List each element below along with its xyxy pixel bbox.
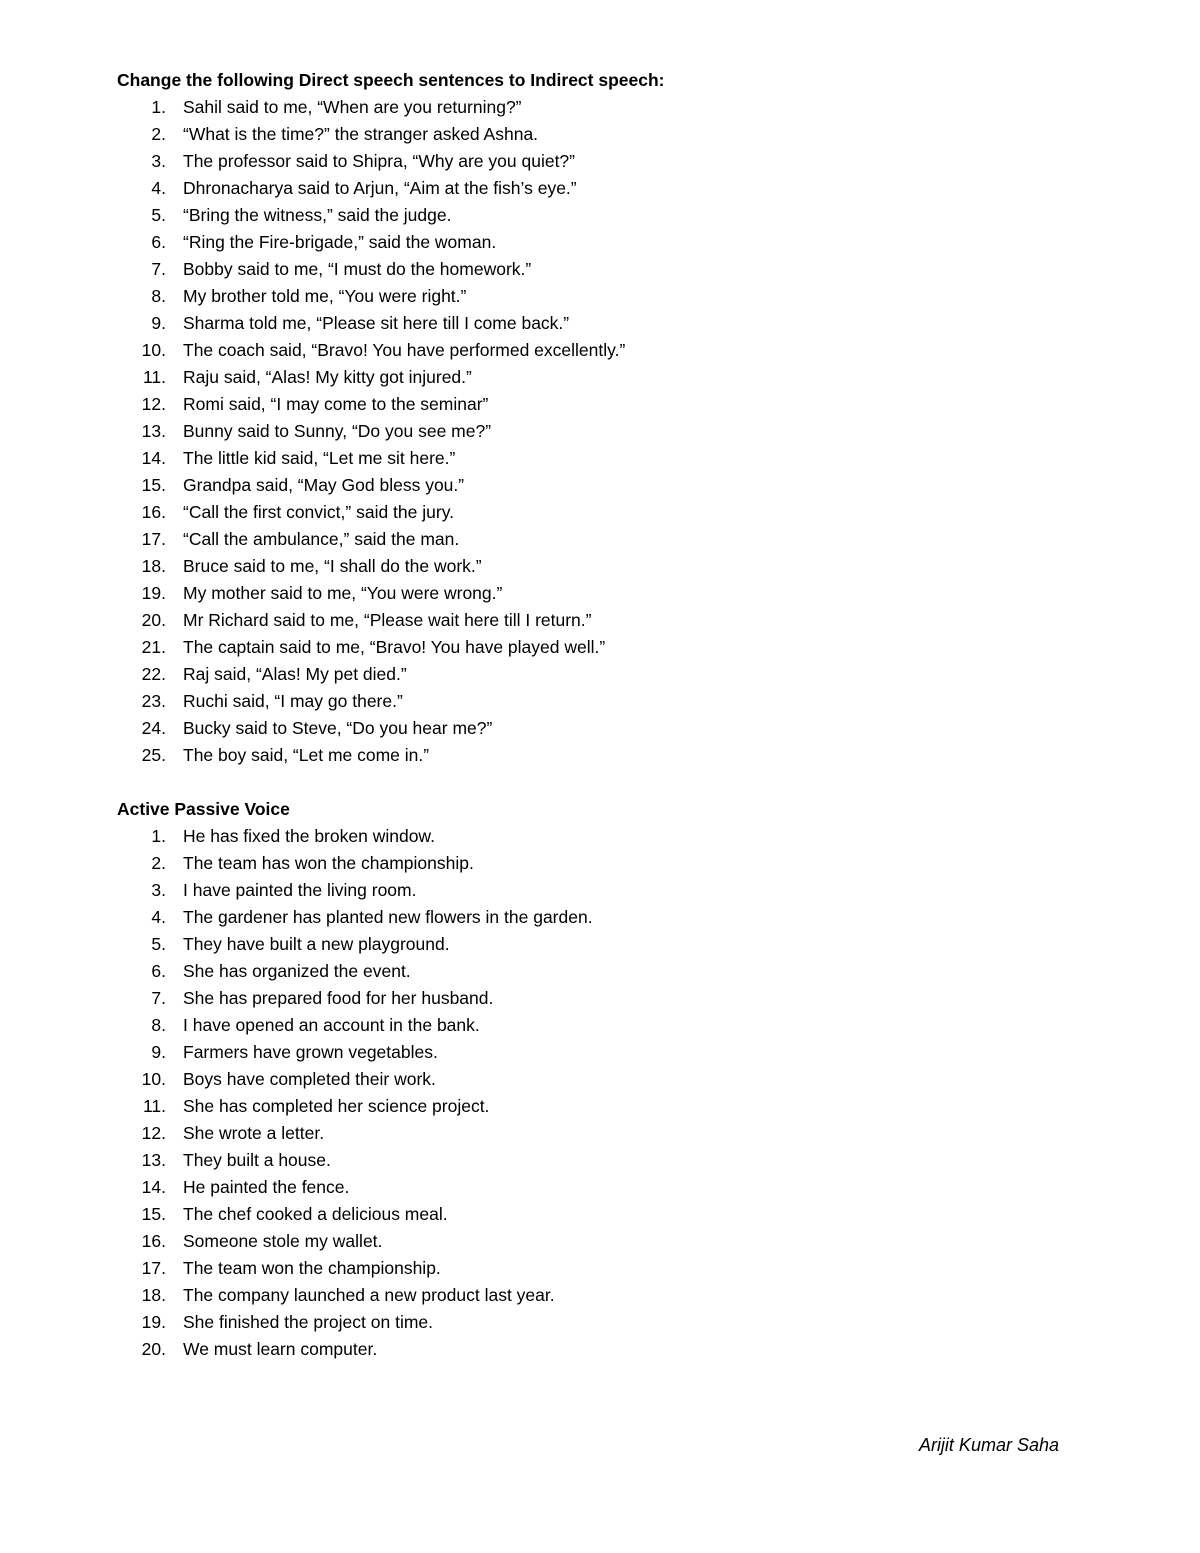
list-item-number: 14. — [141, 448, 166, 468]
list-item — [0, 1336, 1200, 1363]
list-item-number: 6. — [151, 232, 166, 252]
list-item-number: 13. — [141, 421, 166, 441]
list-item — [0, 472, 1200, 499]
list-item-text: The little kid said, “Let me sit here.” — [183, 448, 456, 468]
list-item-text: Grandpa said, “May God bless you.” — [183, 475, 465, 495]
list-item-text: They have built a new playground. — [183, 934, 450, 954]
list-item-text: “What is the time?” the stranger asked Ashna. — [183, 124, 539, 144]
list-item-number: 7. — [151, 259, 166, 279]
list-item-text: She has completed her science project. — [183, 1096, 490, 1116]
list-item — [0, 904, 1200, 931]
list-item-text: Bunny said to Sunny, “Do you see me?” — [183, 421, 492, 441]
list-item-text: The team has won the championship. — [183, 853, 474, 873]
direct-indirect-list — [0, 94, 1200, 769]
list-item-text: The captain said to me, “Bravo! You have played well.” — [183, 637, 606, 657]
list-item — [0, 1228, 1200, 1255]
list-item — [0, 877, 1200, 904]
list-item-text: Bucky said to Steve, “Do you hear me?” — [183, 718, 493, 738]
list-item-text: The gardener has planted new flowers in the garden. — [183, 907, 593, 927]
list-item — [0, 850, 1200, 877]
list-item — [0, 148, 1200, 175]
list-item — [0, 229, 1200, 256]
list-item-number: 16. — [141, 1231, 166, 1251]
list-item-number: 11. — [142, 1096, 166, 1116]
list-item — [0, 1309, 1200, 1336]
list-item-text: Romi said, “I may come to the seminar” — [183, 394, 489, 414]
list-item-number: 9. — [151, 313, 166, 333]
list-item — [0, 931, 1200, 958]
list-item-number: 5. — [151, 934, 166, 954]
list-item-text: He has fixed the broken window. — [183, 826, 435, 846]
list-item-number: 18. — [141, 556, 166, 576]
list-item-text: The company launched a new product last year. — [183, 1285, 555, 1305]
list-item-number: 4. — [151, 907, 166, 927]
direct-indirect-heading: Change the following Direct speech sentences to Indirect speech: — [117, 70, 665, 90]
list-item-number: 8. — [151, 1015, 166, 1035]
list-item — [0, 1093, 1200, 1120]
list-item-number: 19. — [141, 1312, 166, 1332]
list-item — [0, 688, 1200, 715]
list-item — [0, 256, 1200, 283]
list-item-number: 18. — [141, 1285, 166, 1305]
list-item-text: Dhronacharya said to Arjun, “Aim at the fish’s eye.” — [183, 178, 577, 198]
list-item-number: 21. — [141, 637, 166, 657]
list-item — [0, 418, 1200, 445]
list-item-text: The professor said to Shipra, “Why are you quiet?” — [183, 151, 575, 171]
list-item-text: She wrote a letter. — [183, 1123, 325, 1143]
list-item-text: Ruchi said, “I may go there.” — [183, 691, 403, 711]
list-item-text: They built a house. — [183, 1150, 331, 1170]
list-item-text: Raj said, “Alas! My pet died.” — [183, 664, 407, 684]
list-item — [0, 715, 1200, 742]
list-item-text: She has prepared food for her husband. — [183, 988, 494, 1008]
list-item-number: 20. — [141, 610, 166, 630]
list-item-text: We must learn computer. — [183, 1339, 378, 1359]
list-item-number: 2. — [151, 124, 166, 144]
list-item-number: 12. — [141, 394, 166, 414]
list-item-text: I have painted the living room. — [183, 880, 417, 900]
list-item-text: Sharma told me, “Please sit here till I come back.” — [183, 313, 570, 333]
list-item-number: 2. — [151, 853, 166, 873]
list-item — [0, 661, 1200, 688]
list-item — [0, 283, 1200, 310]
list-item — [0, 1120, 1200, 1147]
list-item — [0, 607, 1200, 634]
list-item-number: 8. — [151, 286, 166, 306]
list-item-number: 24. — [141, 718, 166, 738]
list-item-text: The boy said, “Let me come in.” — [183, 745, 430, 765]
list-item-number: 25. — [141, 745, 166, 765]
list-item — [0, 526, 1200, 553]
list-item — [0, 175, 1200, 202]
list-item-text: I have opened an account in the bank. — [183, 1015, 480, 1035]
list-item-number: 7. — [151, 988, 166, 1008]
list-item-number: 17. — [141, 1258, 166, 1278]
list-item — [0, 823, 1200, 850]
list-item — [0, 1147, 1200, 1174]
list-item — [0, 1012, 1200, 1039]
list-item — [0, 985, 1200, 1012]
list-item — [0, 1174, 1200, 1201]
list-item-number: 10. — [141, 340, 166, 360]
list-item-number: 5. — [151, 205, 166, 225]
list-item-text: Boys have completed their work. — [183, 1069, 436, 1089]
list-item — [0, 94, 1200, 121]
list-item — [0, 364, 1200, 391]
list-item-number: 3. — [151, 880, 166, 900]
list-item — [0, 1066, 1200, 1093]
list-item-number: 15. — [141, 475, 166, 495]
list-item-number: 19. — [141, 583, 166, 603]
list-item-text: The team won the championship. — [183, 1258, 441, 1278]
list-item-number: 1. — [151, 97, 166, 117]
list-item — [0, 337, 1200, 364]
list-item — [0, 1282, 1200, 1309]
list-item — [0, 1039, 1200, 1066]
list-item-number: 12. — [141, 1123, 166, 1143]
list-item — [0, 742, 1200, 769]
list-item-number: 9. — [151, 1042, 166, 1062]
list-item — [0, 202, 1200, 229]
list-item-text: Bobby said to me, “I must do the homework.” — [183, 259, 532, 279]
list-item-number: 17. — [141, 529, 166, 549]
list-item-text: “Bring the witness,” said the judge. — [183, 205, 452, 225]
list-item — [0, 1255, 1200, 1282]
list-item-number: 15. — [141, 1204, 166, 1224]
list-item-number: 1. — [151, 826, 166, 846]
list-item — [0, 1201, 1200, 1228]
list-item-number: 16. — [141, 502, 166, 522]
list-item-number: 13. — [141, 1150, 166, 1170]
list-item — [0, 580, 1200, 607]
list-item-text: He painted the fence. — [183, 1177, 350, 1197]
list-item-number: 10. — [141, 1069, 166, 1089]
author-name: Arijit Kumar Saha — [918, 1435, 1059, 1455]
list-item — [0, 310, 1200, 337]
list-item-text: She has organized the event. — [183, 961, 411, 981]
list-item-text: “Call the first convict,” said the jury. — [183, 502, 455, 522]
active-passive-heading: Active Passive Voice — [117, 799, 290, 819]
list-item-text: Someone stole my wallet. — [183, 1231, 383, 1251]
list-item-text: Mr Richard said to me, “Please wait here till I return.” — [183, 610, 592, 630]
list-item — [0, 958, 1200, 985]
list-item-number: 6. — [151, 961, 166, 981]
list-item — [0, 499, 1200, 526]
list-item-number: 11. — [142, 367, 166, 387]
list-item-number: 14. — [141, 1177, 166, 1197]
list-item-text: The coach said, “Bravo! You have performed excellently.” — [183, 340, 626, 360]
list-item-text: Raju said, “Alas! My kitty got injured.” — [183, 367, 472, 387]
list-item-text: Farmers have grown vegetables. — [183, 1042, 438, 1062]
list-item-number: 4. — [151, 178, 166, 198]
list-item — [0, 121, 1200, 148]
list-item-text: “Ring the Fire-brigade,” said the woman. — [183, 232, 497, 252]
list-item — [0, 553, 1200, 580]
list-item-number: 3. — [151, 151, 166, 171]
list-item-text: She finished the project on time. — [183, 1312, 434, 1332]
list-item-text: Sahil said to me, “When are you returning?” — [183, 97, 522, 117]
list-item-text: My mother said to me, “You were wrong.” — [183, 583, 503, 603]
active-passive-list — [0, 823, 1200, 1363]
list-item-text: Bruce said to me, “I shall do the work.” — [183, 556, 482, 576]
list-item-number: 23. — [141, 691, 166, 711]
list-item — [0, 391, 1200, 418]
list-item-number: 20. — [141, 1339, 166, 1359]
list-item-text: My brother told me, “You were right.” — [183, 286, 467, 306]
list-item-text: The chef cooked a delicious meal. — [183, 1204, 448, 1224]
list-item — [0, 634, 1200, 661]
list-item-text: “Call the ambulance,” said the man. — [183, 529, 460, 549]
list-item — [0, 445, 1200, 472]
list-item-number: 22. — [141, 664, 166, 684]
